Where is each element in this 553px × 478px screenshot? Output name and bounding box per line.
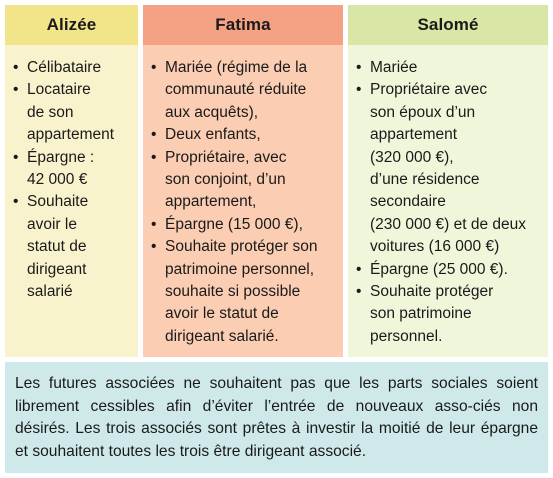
item-line: secondaire — [370, 193, 446, 211]
list-item — [356, 57, 542, 79]
header-fatima: Fatima — [143, 5, 343, 45]
item-line: d’une résidence — [370, 171, 480, 189]
column-alizee — [5, 45, 138, 357]
item-line: son époux d’un — [370, 103, 476, 121]
list-item — [13, 147, 132, 192]
item-line: aux acquêts), — [165, 103, 259, 121]
item-line: Mariée (régime de la — [165, 59, 308, 76]
item-line: salarié — [27, 283, 73, 301]
list-item — [151, 214, 337, 236]
column-fatima — [143, 45, 343, 357]
column-salome — [348, 45, 548, 357]
list-item — [151, 147, 337, 214]
item-line: statut de — [27, 238, 87, 256]
item-line: Deux enfants, — [165, 126, 261, 144]
item-line: son conjoint, d’un — [165, 171, 286, 189]
profiles-table — [5, 5, 548, 357]
item-line: 42 000 € — [27, 171, 88, 189]
item-line: personnel. — [370, 327, 443, 345]
item-line: dirigeant salarié. — [165, 327, 279, 345]
item-line: souhaite si possible — [165, 283, 301, 301]
item-line: Mariée — [370, 59, 418, 76]
item-line: dirigeant — [27, 260, 87, 278]
item-line: Épargne : — [27, 148, 95, 166]
item-line: appartement, — [165, 193, 257, 211]
list-item — [356, 79, 542, 258]
item-line: Locataire — [27, 81, 91, 99]
list-item — [13, 57, 132, 79]
item-line: Propriétaire, avec — [165, 148, 287, 166]
item-line: patrimoine personnel, — [165, 260, 315, 278]
summary-note: Les futures associées ne souhaitent pas que les parts sociales soient librement cessibles afin d’éviter l’entrée de nouveaux asso-ciés non désirés. Les trois associés sont prêtes à investir la moitié de leur épargne et souhaitent toutes les trois être dirigeant associé. — [5, 362, 548, 473]
item-line: Propriétaire avec — [370, 81, 488, 99]
item-line: voitures (16 000 €) — [370, 238, 500, 256]
list-item — [13, 79, 132, 146]
list-item — [151, 236, 337, 348]
header-alizee: Alizée — [5, 5, 138, 45]
item-line: Souhaite protéger — [370, 283, 494, 301]
item-line: avoir le — [27, 215, 77, 233]
item-line: avoir le statut de — [165, 305, 279, 323]
item-line: de son — [27, 103, 74, 121]
item-line: communauté réduite — [165, 81, 307, 99]
alizee-list — [13, 57, 132, 303]
list-item — [356, 259, 542, 281]
list-item — [13, 191, 132, 303]
item-line: appartement — [370, 126, 458, 144]
list-item — [356, 281, 542, 348]
item-line: (230 000 €) et de deux — [370, 215, 526, 233]
list-item — [151, 57, 337, 124]
item-line: Épargne (25 000 €). — [370, 260, 508, 278]
item-line: Épargne (15 000 €), — [165, 215, 303, 233]
item-line: (320 000 €), — [370, 148, 454, 166]
item-line: Célibataire — [27, 59, 102, 76]
header-salome: Salomé — [348, 5, 548, 45]
salome-list — [356, 57, 542, 348]
list-item — [151, 124, 337, 146]
fatima-list — [151, 57, 337, 348]
item-line: appartement — [27, 126, 115, 144]
item-line: son patrimoine — [370, 305, 472, 323]
item-line: Souhaite protéger son — [165, 238, 318, 256]
item-line: Souhaite — [27, 193, 89, 211]
